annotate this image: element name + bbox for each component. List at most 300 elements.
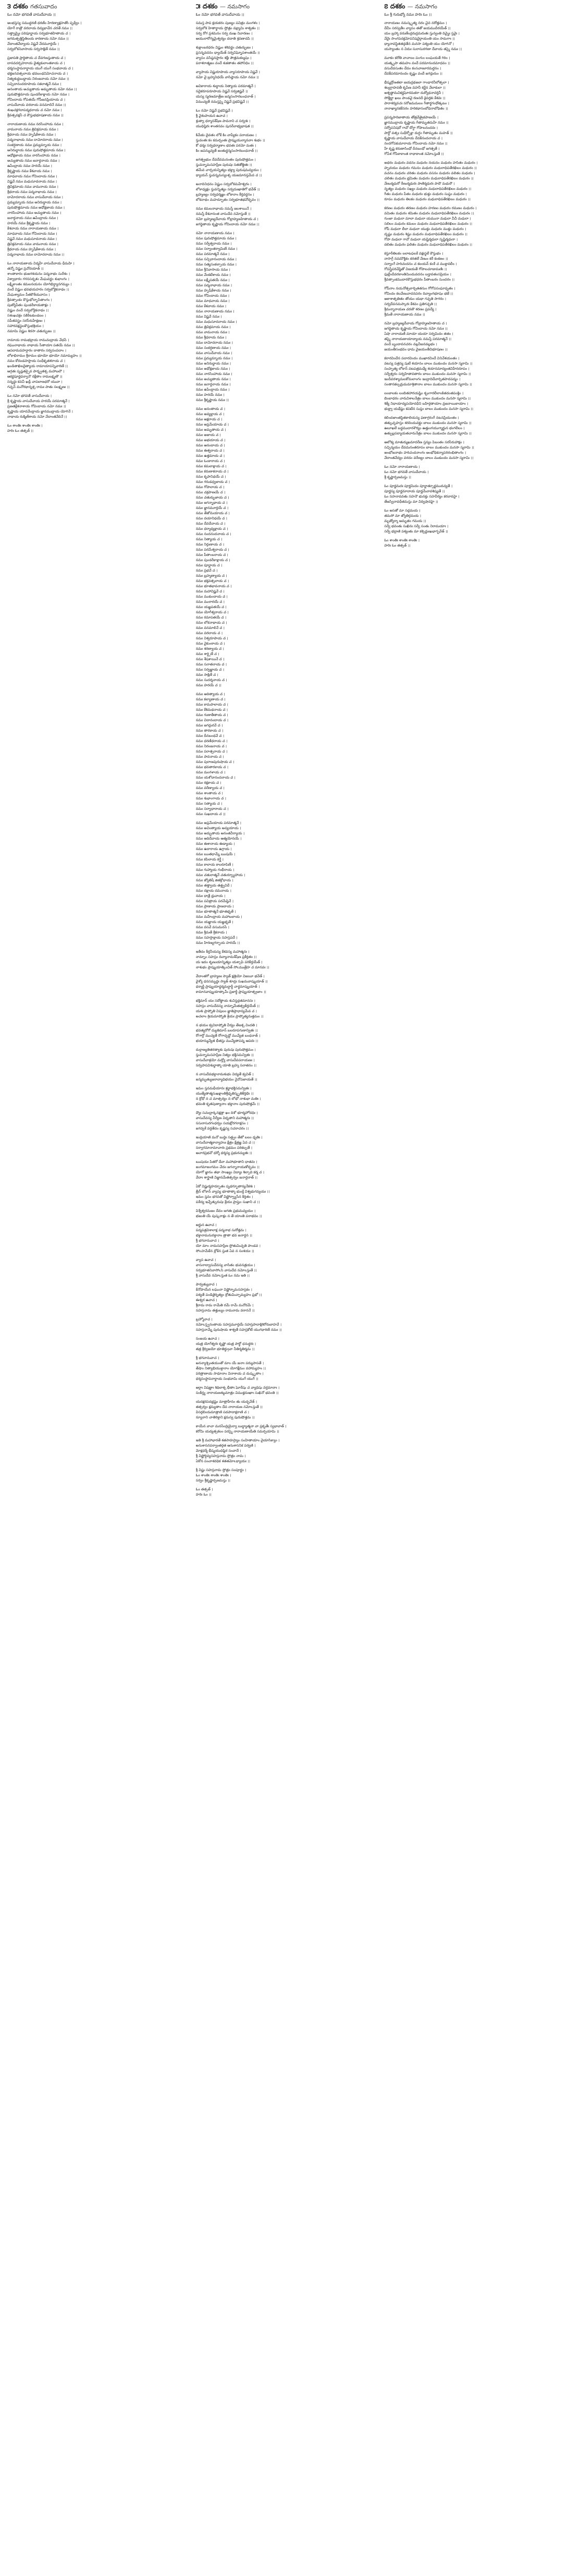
verse-block <box>196 132 380 153</box>
verse-line: నమః తత్త్వాయ తత్త్వవిదే । <box>195 883 232 888</box>
verse-line: నమః ముకుందాయ చ । <box>195 594 228 599</box>
verse-line: నమః జగద్గురవే చ । <box>195 723 223 727</box>
verse-line: పద్మనాభాయ నమః దామోదరాయ నమః । <box>7 138 63 142</box>
verse-line: యశః ప్రాప్నోతి విపులం జ్ఞాతిప్రాధాన్యమేవ చ । <box>195 1009 257 1013</box>
verse-line: నమః హరయే నమః । <box>195 393 225 397</box>
verse-line: హరయే నమః శ్రీకృష్ణాయ నమః । <box>7 221 51 225</box>
verse-line: శ్రుత్వా ధర్మానశేషేణ పావనాని చ సర్వశః । <box>195 119 251 123</box>
verse-line: గోపస్త్రీపరివేష్టితో విజయతే గోపాలచూడామణిః ।। <box>384 267 447 271</box>
verse-line: ధర్మసంస్థాపనార్థాయ యుగే యుగే సంభవాయ చ । <box>7 66 73 70</box>
verse-line: నమః మహావిష్ణవే చ । <box>195 589 225 593</box>
verse-line: నమః గుహ్యాయ గంభీరాయ । <box>195 868 235 872</box>
verse-line: కస్తూరీతిలకం లలాటఫలకే వక్షఃస్థలే కౌస్తుభం । <box>384 251 443 256</box>
verse-line: నమః ఉపేంద్రాయ నమః । <box>195 387 230 392</box>
verse-line: శుక్లాంబరధరం విష్ణుం శశివర్ణం చతుర్భుజం । <box>195 45 253 50</box>
verse-line: పురుషోత్తమాయ పుండరీకాక్షాయ నమో నమః । <box>7 92 69 96</box>
verse-line: వాసుదేవాశ్రయో మర్త్యో వాసుదేవపరాయణః । <box>195 1058 255 1062</box>
verse-line: నమః అవ్యక్తాయ చ । <box>195 412 225 416</box>
verse-line: నమః శార్ఙ్గిణే చ । <box>195 652 219 656</box>
verse-line: శ్రీ భగవానువాచ । <box>195 1238 219 1243</box>
verse-line: నమః ధాత్రే ధ్రువాయ । <box>195 894 226 898</box>
verse-block <box>384 508 569 534</box>
verse-line: ఉత్ఫుల్లపద్మాయతచారునేత్రం బాలం ముకుందం మనసా స్మరామి ।। <box>384 431 472 435</box>
verse-line: దలితం మధురం ఫలితం మధురం మధురాధిపతేరఖిలం మధురం ।। <box>384 242 473 247</box>
verse-line: నమః అద్భుతాయ అనంతవీర్యాయ । <box>195 831 245 835</box>
verse-line: నమః అచ్యుతాయ నమః । <box>195 377 231 381</box>
verse-line: ఓం నమో భగవతే వాసుదేవాయ । <box>7 394 52 398</box>
invocation-line: ఓం నమో భగవతే వాసుదేవాయ ।। <box>195 13 244 17</box>
verse-line: కిం జపన్ముచ్యతే జంతుర్జన్మసంసారబంధనాత్ ।। <box>195 149 258 153</box>
verse-line: లోకాభిరామం శ్రీరామం భూయో భూయో నమామ్యహం ।। <box>7 354 82 358</box>
verse-block <box>384 80 569 111</box>
verse-line: ఓం సహనావవతు సహనౌ భునక్తు సహవీర్యం కరవావహై । <box>384 494 460 499</box>
verse-line: న భయం క్వచిదాప్నోతి వీర్యం తేజశ్చ విందతి । <box>195 1023 257 1027</box>
verse-line: నమః అనిరుద్ధాయ నమః । <box>195 361 231 366</box>
verse-line: సర్వలోక హితార్థాయ స్తోత్రం వక్ష్యామి శాశ్వతం ।। <box>195 26 260 30</box>
verse-line: నారాయణం నమస్కృత్య నరం చైవ నరోత్తమం । <box>384 21 447 25</box>
verse-line: వేదాంతవేద్యం వరదం వరేణ్యం బాలం ముకుందం మనసా స్మరామి ।। <box>384 456 474 460</box>
verse-line: నమః గోవిందాయ నమః । <box>195 294 230 298</box>
verse-line: హరిః ఓం తత్సత్ ।। <box>7 429 34 433</box>
verse-line: నమః పరమేశ్వరాయ చ । <box>195 548 229 552</box>
verse-line: అర్జున ఉవాచ । <box>195 1223 217 1227</box>
verse-line: నమః శ్రీకృష్ణాయ నమః ।। <box>195 398 229 402</box>
verse-line: శల్యగ్రాహవతీ కృపేణ వహనీ కర్ణేన వేలాకులా ।। <box>384 86 446 90</box>
verse-line: వచనం మధురం చరితం మధురం వసనం మధురం వలితం మధురం । <box>384 171 475 175</box>
verse-line: శ్రీవత్సవక్షసే చ కౌస్తుభభూషణాయ నమః ।। <box>7 113 64 117</box>
verse-block <box>196 1424 380 1434</box>
verse-line: అనుశాసనపర్వాంతర్గత ఆనుశాసనిక పర్వణి । <box>195 1443 256 1448</box>
verse-line: ప్రజాపతి ప్రార్థితాయ చ దేవగణస్తుతాయ చ । <box>7 56 66 60</box>
verse-line: వ్యాసం వసిష్ఠనప్తారం శక్తేః పౌత్రమకల్మషం । <box>195 56 252 60</box>
verse-line: సర్వేశ్వరం సర్వహితావతారం బాలం ముకుందం మనసా స్మరామి ।। <box>384 372 471 376</box>
verse-line: నమః కేశిమథనాయ చ । <box>195 708 228 712</box>
verse-line: వమితం మధురం శమితం మధురం మధురాధిపతేరఖిలం మధురం ।। <box>384 211 474 215</box>
verse-line: జగద్వశే వర్తతేదం కృష్ణస్య సచరాచరం ।। <box>195 1126 249 1131</box>
verse-line: వైశ్యో ధనసమృద్ధః స్యాత్ శూద్రః సుఖమవాప్నుయాత్ ।। <box>195 979 268 983</box>
verse-block <box>196 406 380 688</box>
verse-line: నమః ప్రద్యుమ్నాయ నమః । <box>195 356 233 360</box>
verse-line: నమః కృపానిధయే చ । <box>195 475 226 479</box>
verse-line: నమః జ్యోతిషే జితక్రోధాయ । <box>195 878 233 882</box>
verse-line: శ్రీ భగవానువాచ । <box>195 1356 219 1360</box>
verse-line: న క్రోధో న చ మాత్సర్యం న లోభో నాశుభా మతిః । <box>195 1097 261 1101</box>
verse-line: ఓం నారాయణాయ విద్మహే వాసుదేవాయ ధీమహి । <box>7 261 75 265</box>
verse-block <box>196 691 380 817</box>
verse-line: నమామి విష్ణుం శిరసా చతుర్భుజం ।। <box>7 329 56 333</box>
verse-line: నమః నందనందనాయ చ । <box>195 532 231 536</box>
verse-block <box>7 337 192 390</box>
verse-line: శ్రీధరాయ నమః హృషీకేశాయ నమః । <box>7 247 56 251</box>
verse-line: వాసుదేవాయ వరదాయ వనమాలినే నమః ।। <box>7 103 66 107</box>
verse-line: న వాసుదేవభక్తానామశుభం విద్యతే క్వచిత్ । <box>195 1072 254 1076</box>
verse-line: తన్నో విష్ణుః ప్రచోదయాత్ ।। <box>7 266 44 271</box>
verse-block <box>196 1399 380 1420</box>
verse-line: తత్పుచ్ఛహస్తం శరదిందువక్త్రం బాలం ముకుందం మనసా స్మరామి ।। <box>384 421 472 425</box>
verse-block <box>384 538 569 548</box>
verse-line: విముచ్యతే నమస్తస్మై విష్ణవే ప్రభవిష్ణవే ।। <box>195 100 249 104</box>
verse-line: జన్మమృత్యుజరావ్యాధిభయం నైవోపజాయతే ।। <box>195 1077 257 1082</box>
verse-line: ఆకాశాత్పతితం తోయం యథా గచ్ఛతి సాగరం । <box>384 297 447 301</box>
verse-block <box>196 181 380 202</box>
verse-line: భక్తిమాన్ యః సదోత్థాయ శుచిస్తద్గతమానసః । <box>195 999 255 1003</box>
verse-block <box>196 1184 380 1205</box>
verse-line: మృత్యోర్మా అమృతం గమయ ।। <box>384 519 426 523</box>
verse-line: శ్రీకృష్ణాయ నమః కేశవాయ నమః । <box>7 169 52 173</box>
verse-block <box>7 55 192 118</box>
verse-block <box>196 1135 380 1156</box>
verse-block <box>196 1282 380 1313</box>
verse-line: ఆర్తాః విషణ్ణాః శిథిలాశ్చ భీతాః ఘోరేషు చ వ్యాధిషు వర్తమానాః । <box>195 1386 280 1390</box>
verse-line: తమేవ చార్చయన్నిత్యం భక్త్యా పురుషమవ్యయం । <box>195 168 262 172</box>
verse-line: నమః ప్రాణాయ ప్రాణదాయ । <box>195 904 234 908</box>
verse-line: నమః కమలనాభాయ నమస్తే జలశాయినే । <box>195 206 252 211</box>
verse-line: త్రీన్ లోకాన్ వ్యాప్య భూతాత్మా భుంక్తే విశ్వభుగవ్యయః ।। <box>195 1189 270 1194</box>
verse-line: నమః గరుడధ్వజాయ చ । <box>195 480 230 484</box>
verse-line: నమః వేంకటేశాయ నమః । <box>195 273 231 277</box>
verse-line: సహస్రం వాసుదేవస్య నామ్నామేతత్ప్రకీర్తయేత్ ।। <box>195 1004 260 1008</box>
verse-line: నమః దయానిధయే చ । <box>195 516 227 520</box>
verse-line: అంభోజనాభం హరిచందనాంగం అంభోధికన్యాపరిరంభితాంగం । <box>384 451 466 455</box>
verse-line: వేణుర్మధురో రేణుర్మధురః పాణిర్మధురః పాదౌ మధురౌ । <box>384 181 455 186</box>
verse-line: నమః ఋతధామ్నే ఋషయే । <box>195 852 236 856</box>
verse-line: నమో బ్రహ్మణ్యదేవాయ గోబ్రాహ్మణహితాయ చ । <box>195 217 258 221</box>
verse-line: తత్సర్వం క్షమ్యతాం దేవ నారాయణ నమోఽస్తుతే ।। <box>195 1405 263 1409</box>
verse-line: చలితం మధురం భ్రమితం మధురం మధురాధిపతేరఖిలం మధురం ।। <box>384 176 474 180</box>
verse-line: నృత్యం మధురం సఖ్యం మధురం మధురాధిపతేరఖిలం మధురం ।। <box>384 187 472 191</box>
verse-line: నమః యోగీశ్వరాయ చ । <box>195 610 229 614</box>
verse-line: శ్రీ వాసుదేవ నమోఽస్తుత ఓం నమ ఇతి ।। <box>195 1273 250 1278</box>
verse-line: జయంతీసంభవం ధామ వైజయంతీవిభూషణం ।। <box>384 347 448 351</box>
verse-line: సంతానకల్పద్రుమమాశ్రితానాం బాలం ముకుందం మనసా స్మరామి ।। <box>384 382 472 386</box>
verse-line: నమః శేషశాయినే చ । <box>195 657 225 661</box>
verse-line: నమః నిత్యాయ చ । <box>195 537 223 541</box>
verse-line: నమః గోపాలాయ చ । <box>195 485 225 489</box>
verse-line: మూకం కరోతి వాచాలం పంగుం లంఘయతే గిరిం । <box>384 56 450 60</box>
verse-line: కరారవిందేన పదారవిందం ముఖారవిందే వినివేశయంతం । <box>384 356 460 360</box>
verse-line: ధర్మసంస్థాపనార్థాయ సంభవామి యుగే యుగే ।। <box>195 1377 258 1381</box>
verse-line: నమః ప్రభవే చ । <box>195 568 218 573</box>
verse-line: నమః పరమాత్మనే నమః । <box>195 252 230 256</box>
verse-line: నమః పురుషోత్తమాయ నమః । <box>195 236 237 240</box>
verse-line: హరిః ఓం తత్సత్ ।। <box>384 543 411 548</box>
verse-line: వందే బృందావనచరం వల్లవీజనవల్లభం । <box>384 342 437 346</box>
verse-line: ఓం శాంతిః శాంతిః శాంతిః । <box>7 423 43 428</box>
verse-block <box>196 157 380 178</box>
verse-line: గీతం మధురం పీతం మధురం భుక్తం మధురం సుప్తం మధురం । <box>384 192 467 196</box>
verse-line: ఋషయః పితరో దేవా మహాభూతాని ధాతవః । <box>195 1160 257 1164</box>
verse-line: విసర్గబిందుమాత్రాణి పదపాదాక్షరాణి చ । <box>195 1410 249 1414</box>
verse-line: సచ్చిదానందరూపాయ సకలాత్మనే నమః । <box>7 82 61 86</box>
verse-line: ధర్మార్థీ ప్రాప్నుయాద్ధర్మమర్థార్థీ చార్థమాప్నుయాత్ । <box>195 985 260 989</box>
verse-line: నమః పూర్ణాయ చ । <box>195 563 223 567</box>
verse-line: సంహృత్య లోకాన్ వటపత్రమధ్యే శయానమాద్యంతవిహీనరూపం । <box>384 367 470 371</box>
verse-line: శ్రీ విష్ణోర్దివ్యసహస్రనామ స్తోత్రం నామ । <box>195 1454 246 1458</box>
text-column <box>196 2 385 2576</box>
verse-line: నమః సహస్రాక్షాయ సహస్రపదే । <box>195 935 238 940</box>
verse-block <box>7 393 192 419</box>
verse-line: పఠేద్య ఇచ్ఛేత్పురుషః శ్రేయః ప్రాప్తుం సుఖాని చ ।। <box>195 1200 260 1204</box>
verse-block <box>196 20 380 41</box>
verse-line: నమః వాసుదేవాయ నమః । <box>195 351 232 355</box>
verse-line: నమః భూతభావనాయ చ । <box>195 584 232 588</box>
verse-line: యుధిష్ఠిరః శాంతనవం పునరేవాభ్యభాషత ।। <box>195 124 254 128</box>
verse-line: నమః దేవదేవాయ చ । <box>195 521 226 526</box>
verse-line: నమః అజాయ చ । <box>195 433 221 437</box>
verse-line: నమః సనాతనాయ చ । <box>195 662 227 666</box>
verse-line: సంకర్షణాయ నమః ప్రద్యుమ్నాయ నమః । <box>7 143 62 147</box>
verse-line: నమః అక్షరాయ చ । <box>195 417 223 421</box>
verse-line: ఓం శాంతిః శాంతిః శాంతిః । <box>195 1473 231 1477</box>
verse-line: నామ్నాం సహస్రం దివ్యానామశేషేణ ప్రకీర్తితం ।। <box>195 955 257 959</box>
verse-line: ఏషా నారాయణీ మాయా యయా సర్వమిదం తతం । <box>384 332 453 336</box>
verse-line: సర్వాగమానామాచారః ప్రథమం పరికల్పతే । <box>195 1146 252 1150</box>
verse-line: సోత్తీర్ణా ఖలు పాండవై రణనదీ కైవర్తకః కేశవః ।। <box>384 96 446 100</box>
verse-line: వేదాః శాస్త్రాణి విజ్ఞానమేతత్సర్వం జనార్దనాత్ ।। <box>195 1175 257 1180</box>
verse-line: కేనోపాయేన లఘునా విష్ణోర్నామసహస్రకం । <box>195 1287 252 1292</box>
verse-line: శ్రీమతే నారాయణాయ నమః ।। <box>384 312 425 317</box>
verse-line: నమః దీనబంధవే చ । <box>195 734 224 738</box>
verse-block <box>196 949 380 970</box>
verse-line: నమః కామపాలాయ చ । <box>195 702 228 707</box>
verse-line: నమః వరదాయ చ । <box>195 631 223 635</box>
verse-line: శాంతాకారం భుజగశయనం పద్మనాభం సురేశం । <box>7 272 70 276</box>
verse-block <box>196 1222 380 1254</box>
verse-line: నమః కేశవాయ నమః । <box>195 304 227 308</box>
verse-line: బింబాధరం చారువిశాలనేత్రం బాలం ముకుందం మనసా స్మరామి ।। <box>384 396 471 400</box>
verse-block <box>196 1385 380 1395</box>
verse-line: ససురాసురగంధర్వం సయక్షోరగరాక్షసం । <box>195 1121 248 1125</box>
verse-line: వేదైః సాంగపదక్రమోపనిషదైర్గాయంతి యం సామగాః ।। <box>384 37 455 41</box>
verse-line: గచ్ఛన్ మనోరథాన్నశ్చ రామః పాతు సలక్ష్మణః ।। <box>7 385 70 389</box>
verse-line: యత్కృపా తమహం వందే పరమానందమాధవం ।। <box>384 61 450 65</box>
verse-line: స్తువన్నామసహస్రేణ నిత్యం భక్తిసమన్వితః ।। <box>195 1053 254 1057</box>
verse-line: సంకీర్త్య నారాయణశబ్దమాత్రం విముక్తదుఃఖాః సుఖినో భవంతి ।। <box>195 1391 279 1395</box>
verse-line: విశ్వాధారం గగనసదృశం మేఘవర్ణం శుభాంగం । <box>7 277 69 281</box>
verse-block <box>196 1487 380 1497</box>
verse-line: ధ్యానావస్థితతద్గతేన మనసా పశ్యంతి యం యోగినో । <box>384 42 454 46</box>
verse-line: నమః జనార్దనాయ నమః । <box>195 382 231 386</box>
verse-line: దానవదర్పహరాయ దైత్యకులాంతకాయ చ । <box>7 61 65 65</box>
verse-line: సహస్రనామ్నే పురుషాయ శాశ్వతే సహస్రకోటీ యుగధారిణే నమః ।। <box>195 1328 282 1332</box>
verse-line: నమః తారకాయ చ । <box>195 728 224 733</box>
verse-line: నమః కాలాయ కాలరూపిణే । <box>195 862 233 867</box>
verse-block <box>196 1047 380 1068</box>
verse-line: నమః శ్రీనివాసాయ నమః । <box>195 268 230 272</box>
verse-block <box>384 483 569 504</box>
verse-line: త్రివిక్రమాయ నమః వామనాయ నమః । <box>7 242 58 246</box>
verse-block <box>196 69 380 80</box>
column-heading <box>196 2 380 11</box>
verse-line: యం బ్రహ్మా వరుణేంద్రరుద్రమరుతః స్తున్వంతి దివ్యైః స్తవైః । <box>384 31 460 35</box>
verse-line: ధ్యాయన్ స్తువన్నమస్యంశ్చ యజమానస్తమేవ చ ।। <box>195 173 262 177</box>
verse-line: నమః సచ్చిదానందాయ నమః । <box>195 257 237 261</box>
verse-line: నమః పావనాయ చ । <box>195 755 224 759</box>
invocation-line: ఓం నమో భగవతే వాసుదేవాయ ।। <box>7 13 56 17</box>
verse-line: నమః సత్యసంకల్పాయ నమః । <box>195 262 237 266</box>
verse-line: నమః మంగళాయ చ । <box>195 770 226 774</box>
verse-line: ఉపేంద్రాయ నమః హరయే నమః । <box>7 164 52 168</box>
verse-line: ప్రణతక్లేశనాశాయ గోవిందాయ నమో నమః ।। <box>7 404 66 408</box>
verse-line: విశ్వేశ్వరమజం దేవం జగతః ప్రభుమవ్యయం । <box>195 1209 256 1213</box>
verse-line: నమః హృషీకేశాయ నమః । <box>195 288 231 293</box>
verse-line: కో ధర్మః సర్వధర్మాణాం భవతః పరమో మతః । <box>195 143 256 148</box>
verse-line: అధరం మధురం వదనం మధురం నయనం మధురం హసితం మధురం । <box>384 161 478 165</box>
verse-line: భక్తానామనురక్తానాం త్రాతా భవ జనార్దన ।। <box>195 1233 252 1237</box>
verse-line: నమః లోకనాథాయ చ । <box>195 621 227 625</box>
verse-line: నారాయణాయ నమః నరసింహాయ నమః । <box>7 122 64 126</box>
verse-block <box>7 121 192 257</box>
verse-line: యోగో జ్ఞానం తథా సాంఖ్యం విద్యాః శిల్పాది కర్మ చ । <box>195 1170 264 1174</box>
verse-line: భీష్మద్రోణతటా జయద్రథజలా గాంధారనీలోత్పలా । <box>384 80 449 84</box>
verse-line: శ్రీ వైశంపాయన ఉవాచ । <box>195 114 228 118</box>
verse-line: కామానవాప్నుయాత్కామీ ప్రజార్థీ ప్రాప్నుయాత్ప్రజాం ।। <box>195 990 266 994</box>
verse-block <box>384 286 569 317</box>
verse-line: ఉలూఖలే బద్ధముదారశౌర్యం ఉత్తుంగయుగ్మార్జున భంగలీలం । <box>384 426 465 430</box>
verse-line: దుర్గాణ్యతితరత్యాశు పురుషః పురుషోత్తమం । <box>195 1048 256 1052</box>
verse-line: నమః జ్ఞానమూర్తయే చ । <box>195 506 229 510</box>
verse-line: యదక్షరపదభ్రష్టం మాత్రాహీనం తు యద్భవేత్ । <box>195 1400 257 1404</box>
verse-line: శ్రీధరాయ నమః హృషీకేశాయ నమః । <box>7 132 56 137</box>
verse-line: నమః మధుసూదనాయ నమః । <box>195 320 237 324</box>
verse-line: అశ్వత్థామవికర్ణఘోరమకరా దుర్యోధనావర్తినీ । <box>384 91 443 95</box>
verse-block <box>384 464 569 480</box>
verse-block <box>196 206 380 227</box>
verse-line: నమః ఈశానాయ ఈడ్యాయ । <box>195 842 235 846</box>
verse-line: నమః రమాపతయే చ । <box>195 615 227 619</box>
verse-line: సహారవక్షస్థలకౌస్తుభశ్రియం । <box>7 324 44 328</box>
verse-line: రామాయ రామభద్రాయ రామచంద్రాయ వేధసే । <box>7 338 69 342</box>
verse-line: ఏకో విష్ణుర్మహద్భూతం పృథగ్భూతాన్యనేకశః । <box>195 1184 255 1188</box>
verse-line: గోపేశ గోపికాకాంత రాధాకాంత నమోఽస్తుతే ।। <box>384 152 444 156</box>
verse-line: ఓం పూర్ణమదః పూర్ణమిదం పూర్ణాత్పూర్ణముదచ్యతే । <box>384 484 453 488</box>
verse-line: నమః శాంతాయ చ । <box>195 791 223 795</box>
verse-line: నమః పుండరీకాక్షాయ చ । <box>195 558 230 562</box>
verse-line: నమః అమృతాయ చ । <box>195 428 226 432</box>
verse-line: వాసనాద్వాసుదేవస్య వాసితం భువనత్రయం । <box>195 1263 255 1267</box>
verse-line: నమః పురాణపురుషాయ చ । <box>195 760 235 764</box>
verse-line: భజంతి యే పుష్కరాక్షం న తే యాంతి పరాభవం ।। <box>195 1214 262 1218</box>
verse-line: నమః అభయాయ చ । <box>195 438 226 442</box>
verse-line: నమః నారాయణాయ నమః । <box>195 309 235 313</box>
verse-line: నమః సర్వాంతర్యామిణే నమః । <box>195 247 238 251</box>
verse-line: కృష్ణాయ వాసుదేవాయ దేవకీనందనాయ చ । <box>384 136 442 140</box>
verse-line: నాసాగ్రే నవమౌక్తికం కరతలే వేణుం కరే కంకణం ।। <box>384 257 448 261</box>
verse-line: యోగే రాత్రౌ వరదాయ దివ్యభావేన చరతే నమః ।। <box>7 26 72 30</box>
verse-line: ఇమం స్తవం భగవతో విష్ణోర్వ్యాసేన కీర్తితం । <box>195 1195 253 1199</box>
verse-line: మేఘశ్యామం పీతకౌశేయవాసం । <box>7 293 50 297</box>
verse-line: నమః చతురాత్మనే చతుర్వ్యూహాయ । <box>195 873 245 877</box>
verse-line: హృదయం మధురం గమనం మధురం మధురాధిపతేరఖిలం మధురం ।। <box>384 166 477 170</box>
verse-line: భవత్యరోగో ద్యుతిమాన్ బలరూపగుణాన్వితః ।। <box>195 1028 258 1032</box>
verse-line: నానాఖ్యానకకేసరం హరికథాసంబోధనాబోధితం ।। <box>384 106 448 111</box>
verse-line: పారాశర్యవచః సరోజమమలం గీతార్థగంధోత్కటం । <box>384 101 449 105</box>
verse-line: విష్ణవే నమః మధుసూదనాయ నమః । <box>7 179 57 184</box>
verse-line: నమో వై బ్రహ్మనిధయే వాసిష్ఠాయ నమో నమః ।। <box>195 75 259 79</box>
verse-line: నమః ఆనందాయ చ । <box>195 443 225 447</box>
verse-line: నమః నిర్గుణాయ చ । <box>195 542 225 546</box>
verse-line: నమః నిరంజనాయ చ । <box>195 744 227 748</box>
verse-line: నమః పవిత్రాయ పరమేష్ఠినే । <box>195 899 233 903</box>
verse-block <box>384 321 569 352</box>
verse-block <box>384 415 569 436</box>
verse-line: సర్వం శ్రీకృష్ణార్పణమస్తు ।। <box>195 1478 230 1483</box>
verse-block <box>384 115 569 156</box>
verse-line: నమః కపిలాయ కర్త్రే । <box>195 857 224 861</box>
verse-line: నమః సాక్షిణే చ । <box>195 673 218 677</box>
verse-line: మాధవాయ నమః గోవిందాయ నమః । <box>7 174 57 178</box>
verse-line: నమః యశోదానందనాయ చ । <box>195 775 236 780</box>
verse-line: నమః జగన్నాథాయ చ । <box>195 501 228 505</box>
verse-line: నమః సర్వాధారాయ చ । <box>195 807 229 811</box>
verse-line: నమః సర్వజ్ఞాయ చ । <box>195 667 224 672</box>
verse-line: నమః దక్షాయ దమనాయ । <box>195 889 231 893</box>
verse-line: నమః శుభాంగాయ చ । <box>195 796 226 800</box>
verse-line: వాసుదేవాత్మకాన్యాహుః క్షేత్రం క్షేత్రజ్ఞ ఏవ చ ।। <box>195 1140 255 1145</box>
verse-line: నమః రక్షకాయ చ । <box>195 781 221 785</box>
verse-block <box>196 1336 380 1352</box>
verse-block <box>196 1159 380 1180</box>
verse-line: జగత్ప్రభుం దేవదేవమనంతం పురుషోత్తమం । <box>195 157 256 162</box>
verse-line: కరోమి యద్యత్సకలం పరస్మై నారాయణాయేతి సమర్పయామి ।। <box>195 1429 279 1433</box>
verse-block <box>7 423 192 433</box>
verse-line: ఓం నమో భగవతే వాసుదేవాయ । <box>384 470 429 474</box>
verse-line: దృష్టం మధురం శిష్టం మధురం మధురాధిపతేరఖిలం మధురం ।। <box>384 232 467 236</box>
verse-line: నమః చిదానందాయ చ । <box>195 718 229 722</box>
verse-block <box>196 83 380 104</box>
verse-line: గోపీనాం నయనోత్పలార్చితతనుం గోగోపసంఘావృతం । <box>384 286 455 290</box>
verse-line: సహస్రనామ తత్తుల్యం రామనామ వరాననే ।। <box>195 1308 255 1313</box>
verse-line: ఇంద్రియాణి మనో బుద్ధిః సత్త్వం తేజో బలం ధృతిః । <box>195 1135 263 1139</box>
verse-line: పఠ్యతే పండితైర్నిత్యం శ్రోతుమిచ్ఛామ్యహం ప్రభో ।। <box>195 1293 262 1297</box>
verse-line: పురుషోత్తమాయ నమః అధోక్షజాయ నమః । <box>7 205 65 210</box>
verse-line: నమః చక్రపాణయే చ । <box>195 490 226 494</box>
verse-line: నమః ఆదిత్యాయ చ । <box>195 692 225 696</box>
verse-line: నారసింహాయ నమః అచ్యుతాయ నమః । <box>7 211 61 215</box>
verse-line: నమః తేజోమయాయ చ । <box>195 511 230 515</box>
verse-line: జనార్దనాయ నమః ఉపేంద్రాయ నమః । <box>7 216 58 220</box>
verse-line: నమః అచింత్యాయ అవ్యయాయ । <box>195 826 241 830</box>
verse-line: నమః వరేణ్యాయ చ । <box>195 786 225 790</box>
verse-line: స్తువంతః కం కమర్చంతః ప్రాప్నుయుర్మానవాః శుభం ।। <box>195 138 265 142</box>
verse-block <box>7 20 192 52</box>
verse-block <box>384 391 569 411</box>
verse-block <box>196 820 380 945</box>
verse-line: నమః యజ్ఞపతయే చ । <box>195 605 227 609</box>
verse-line: ఓం తత్సత్ । <box>195 1487 213 1491</box>
verse-line: యస్య స్మరణమాత్రేణ జన్మసంసారబంధనాత్ । <box>195 94 256 99</box>
verse-line: శ్రీవత్సాంకముదారకౌస్తుభధరం పీతాంబరం సుందరం ।। <box>384 277 455 282</box>
verse-line: నమః వామనాయ నమః । <box>195 330 230 334</box>
verse-line: మాధవాయ నమః గోవిందాయ నమః । <box>7 232 57 236</box>
verse-line: నమః వనమాలినే చ । <box>195 626 225 630</box>
verse-line: నమస్తే కేశవానంత వాసుదేవ నమోస్తుతే ।। <box>195 212 251 216</box>
verse-line: యుజ్యేతాత్మసుఖక్షాంతిశ్రీధృతిస్మృతికీర్తిభిః ।। <box>195 1091 254 1096</box>
verse-line: గుంజా మధురా మాలా మధురా యమునా మధురా వీచీ మధురా । <box>384 216 471 221</box>
verse-line: పూర్ణస్య పూర్ణమాదాయ పూర్ణమేవావశిష్యతే ।। <box>384 489 445 493</box>
verse-line: నమః భక్తవత్సలాయ చ । <box>195 579 229 583</box>
verse-line: పరిత్రాణాయ సాధూనాం వినాశాయ చ దుష్కృతాం । <box>195 1371 264 1376</box>
verse-line: నమః అధోక్షజాయ నమః । <box>195 367 230 371</box>
verse-line: వామనాయ నమః త్రివిక్రమాయ నమః । <box>7 127 58 131</box>
verse-line: ఫుల్లేందీవరకాంతిమిందువదనం బర్హావతంసప్రియం । <box>384 272 451 276</box>
verse-line: యస్యాంతం న విదుః సురాసురగణా దేవాయ తస్మై నమః ।। <box>384 47 462 51</box>
verse-line: తమసో మా జ్యోతిర్గమయ । <box>384 514 422 518</box>
verse-line: నమః త్రివిక్రమాయ నమః । <box>195 325 231 329</box>
verse-block <box>384 251 569 282</box>
verse-line: నమో బ్రహ్మణ్యదేవాయ గోబ్రాహ్మణహితాయ చ । <box>384 321 447 325</box>
verse-line: స్తువన్నామసహస్రేణ పురుషః సతతోత్థితః ।। <box>195 163 252 167</box>
